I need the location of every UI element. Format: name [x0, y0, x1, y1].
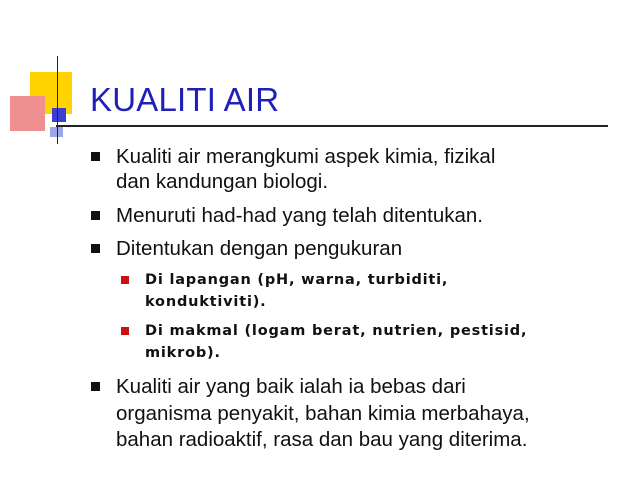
- sub-bullet-text: konduktiviti).: [145, 294, 267, 310]
- logo-square-pink: [10, 96, 45, 131]
- bullet-text: Kualiti air merangkumi aspek kimia, fizikal: [116, 145, 496, 168]
- bullet-square-icon: [91, 244, 100, 253]
- title-vertical-rule: [57, 56, 58, 144]
- sub-bullet-text: Di makmal (logam berat, nutrien, pestisid,: [145, 323, 528, 339]
- bullet-square-icon: [91, 382, 100, 391]
- sub-bullet-square-icon: [121, 327, 129, 335]
- bullet-text: organisma penyakit, bahan kimia merbahaya,: [116, 402, 530, 425]
- sub-bullet-text: mikrob).: [145, 345, 221, 361]
- bullet-text: Menuruti had-had yang telah ditentukan.: [116, 204, 483, 227]
- title-underline-rule: [56, 125, 608, 127]
- sub-bullet-text: Di lapangan (pH, warna, turbiditi,: [145, 272, 449, 288]
- bullet-square-icon: [91, 211, 100, 220]
- bullet-square-icon: [91, 152, 100, 161]
- sub-bullet-square-icon: [121, 276, 129, 284]
- bullet-text: bahan radioaktif, rasa dan bau yang diterima.: [116, 428, 528, 451]
- bullet-text: Kualiti air yang baik ialah ia bebas dari: [116, 375, 466, 398]
- slide-title: KUALITI AIR: [90, 81, 280, 118]
- bullet-text: Ditentukan dengan pengukuran: [116, 237, 403, 260]
- logo-square-blue: [52, 108, 66, 122]
- bullet-text: dan kandungan biologi.: [116, 170, 329, 193]
